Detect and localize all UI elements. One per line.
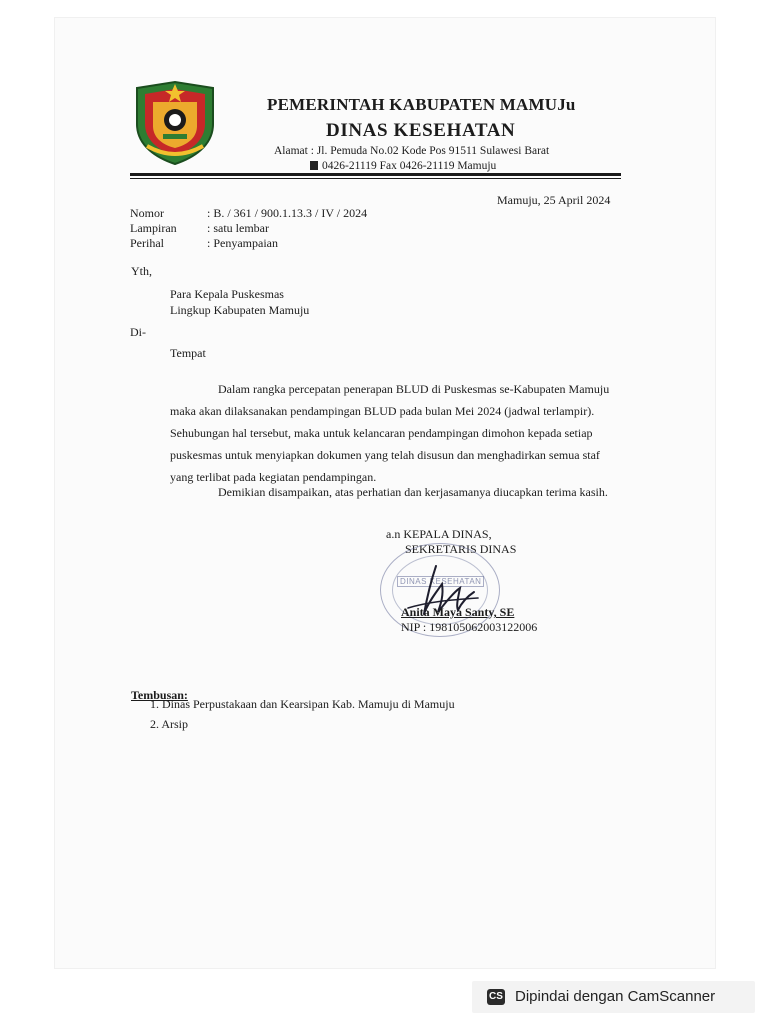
header-agency-title: DINAS KESEHATAN	[326, 120, 516, 141]
header-rule-thin	[130, 178, 621, 179]
addressee-line-1: Para Kepala Puskesmas	[170, 287, 284, 301]
signature-title-2: SEKRETARIS DINAS	[405, 542, 517, 556]
header-contact	[310, 160, 496, 172]
signatory-name: Anita Maya Santy, SE	[401, 605, 515, 619]
mamuju-regency-logo-icon	[133, 80, 217, 166]
tembusan-title: Tembusan:	[131, 688, 188, 702]
meta-value-perihal: : Penyampaian	[207, 236, 278, 250]
tembusan-item-2: 2. Arsip	[150, 717, 189, 731]
camscanner-logo-icon: CS	[487, 989, 505, 1005]
camscanner-text: Dipindai dengan CamScanner	[515, 988, 716, 1005]
header-government-title: PEMERINTAH KABUPATEN MAMUJu	[267, 95, 576, 114]
addressee-di: Di-	[130, 325, 146, 339]
body-closing: Demikian disampaikan, atas perhatian dan kerjasamanya diucapkan terima kasih.	[218, 485, 608, 499]
meta-value-lampiran: : satu lembar	[207, 221, 269, 235]
stamp-label: DINAS KESEHATAN	[397, 576, 484, 587]
header-rule-thick	[130, 173, 621, 176]
body-line-1: Dalam rangka percepatan penerapan BLUD di Puskesmas se-Kabupaten Mamuju	[218, 382, 610, 396]
signatory-nip: NIP : 198105062003122006	[401, 620, 538, 634]
letter-date: Mamuju, 25 April 2024	[497, 193, 611, 207]
meta-value-nomor: : B. / 361 / 900.1.13.3 / IV / 2024	[207, 206, 368, 220]
signature-title-1: a.n KEPALA DINAS,	[386, 527, 492, 541]
camscanner-watermark	[472, 981, 755, 1013]
meta-label-nomor: Nomor	[130, 206, 164, 220]
body-line-2: maka akan dilaksanakan pendampingan BLUD pada bulan Mei 2024 (jadwal terlampir).	[170, 404, 595, 418]
meta-label-perihal: Perihal	[130, 236, 164, 250]
body-line-3: Sehubungan hal tersebut, maka untuk kelancaran pendampingan dimohon kepada setiap	[170, 426, 593, 440]
tembusan-item-1: 1. Dinas Perpustakaan dan Kearsipan Kab. Mamuju di Mamuju	[150, 697, 455, 711]
header-address: Alamat : Jl. Pemuda No.02 Kode Pos 91511 Sulawesi Barat	[274, 145, 550, 157]
addressee-line-2: Lingkup Kabupaten Mamuju	[170, 303, 310, 317]
header-contact-text: 0426-21119 Fax 0426-21119 Mamuju	[322, 160, 497, 172]
addressee-place: Tempat	[170, 346, 206, 360]
phone-icon	[310, 161, 318, 170]
salutation: Yth,	[131, 264, 152, 278]
body-line-4: puskesmas untuk menyiapkan dokumen yang telah disusun dan menghadirkan semua staf	[170, 448, 600, 462]
body-line-5: yang terlibat pada kegiatan pendampingan.	[170, 470, 377, 484]
meta-label-lampiran: Lampiran	[130, 221, 177, 235]
